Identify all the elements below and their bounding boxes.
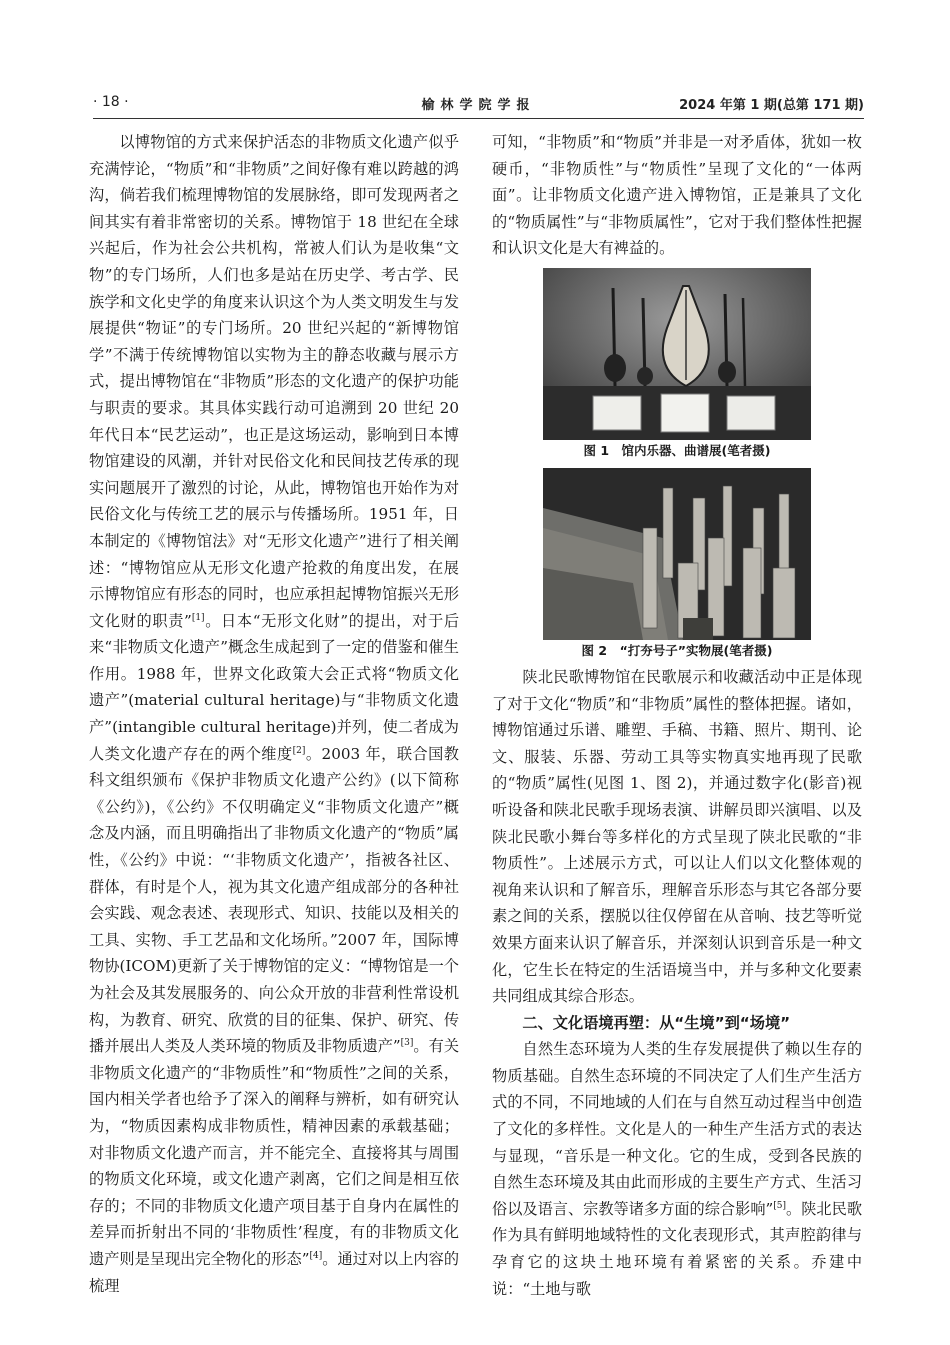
text-run: 。2003 年，联合国教科文组织颁布《保护非物质文化遗产公约》(以下简称《公约》)，《公约》不仅明确定义“非物质文化遗产”概念及内涵，而且明确指出了非物质文化遗产的“物质”属性，《公约》中说：“‘非物质文化遗产’，指被各社区、群体，有时是个人，视为其文化遗产组成部分的各种社会实践、观念表述、表现形式、知识、技能以及相关的工具、实物、手工艺品和文化场所。”2007 年，国际博物协(ICOM)更新了关于博物馆的定义：“博物馆是一个为社会及其发展服务的、向公众开放的非营利性常设机构，为教育、研究、欣赏的目的征集、保护、研究、传播并展出人类及人类环境的物质及非物质遗产” bbox=[89, 744, 459, 1056]
page-header bbox=[93, 92, 864, 114]
body-paragraph bbox=[89, 129, 459, 1299]
citation: [3] bbox=[400, 1038, 414, 1049]
figure-2-caption: 图 2 “打夯号子”实物展(笔者摄) bbox=[581, 642, 773, 658]
body-paragraph: 陕北民歌博物馆在民歌展示和收藏活动中正是体现了对于文化“物质”和“非物质”属性的整体把握。诸如，博物馆通过乐谱、雕塑、手稿、书籍、照片、期刊、论文、服装、乐器、劳动工具等实物真实地再现了民歌的“物质”属性(见图 1、图 2)，并通过数字化(影音)视听设备和陕北民歌手现场表演、讲解员即兴演唱、以及陕北民歌小舞台等多样化的方式呈现了陕北民歌的“非物质性”。上述展示方式，可以让人们以文化整体观的视角来认识和了解音乐，理解音乐形态与其它各部分要素之间的关系，摆脱以往仅停留在从音响、技艺等听觉效果方面来认识了解音乐，并深刻认识到音乐是一种文化，它生长在特定的生活语境当中，并与多种文化要素共同组成其综合形态。 bbox=[492, 667, 862, 1006]
figure-1-caption: 图 1 馆内乐器、曲谱展(笔者摄) bbox=[583, 442, 771, 458]
citation: [4] bbox=[309, 1250, 323, 1261]
body-paragraph bbox=[492, 1036, 862, 1302]
figure-1-instruments-photo bbox=[543, 268, 811, 440]
header-rule bbox=[93, 118, 864, 119]
issue-info: 2024 年第 1 期(总第 171 期) bbox=[679, 98, 864, 113]
figure-2-tamping-exhibit-photo bbox=[543, 468, 811, 640]
text-run: 。日本“无形文化财”的提出，对于后来“非物质文化遗产”概念生成起到了一定的借鉴和催生作用。1988 年，世界文化政策大会正式将“物质文化遗产”(material cultural heritage)与“非物质文化遗产”(intangible cultural heritage)并列，使二者成为人类文化遗产存在的两个维度 bbox=[89, 611, 460, 763]
text-run: 。陕北民歌作为具有鲜明地域特性的文化表现形式，其声腔韵律与孕育它的这块土地环境有着紧密的关系。乔建中说：“土地与歌 bbox=[492, 1199, 863, 1298]
citation: [5] bbox=[773, 1200, 787, 1211]
text-run: 以博物馆的方式来保护活态的非物质文化遗产似乎充满悖论，“物质”和“非物质”之间好像有难以跨越的鸿沟，倘若我们梳理博物馆的发展脉络，即可发现两者之间其实有着非常密切的关系。博物馆于 18 世纪在全球兴起后，作为社会公共机构，常被人们认为是收集“文物”的专门场所，人们也多是站在历史学、考古学、民族学和文化史学的角度来认识这个为人类文明发生与发展提供“物证”的专门场所。20 世纪兴起的“新博物馆学”不满于传统博物馆以实物为主的静态收藏与展示方式，提出博物馆在“非物质”形态的文化遗产的保护功能与职责的要求。其具体实践行动可追溯到 20 世纪 20 年代日本“民艺运动”，也正是这场运动，影响到日本博物馆建设的风潮，并针对民俗文化和民间技艺传承的现实问题展开了激烈的讨论，从此，博物馆也开始作为对民俗文化与传统工艺的展示与传播场所。1951 年，日本制定的《博物馆法》对“无形文化遗产”进行了相关阐述：“博物馆应从无形文化遗产抢救的角度出发，在展示博物馆应有形态的同时，也应承担起博物馆振兴无形文化财的职责” bbox=[89, 133, 459, 630]
text-run: 自然生态环境为人类的生存发展提供了赖以生存的物质基础。自然生态环境的不同决定了人们生产生活方式的不同，不同地域的人们在与自然互动过程当中创造了文化的多样性。文化是人的一种生产生活方式的表达与显现，“音乐是一种文化。它的生成，受到各民族的自然生态环境及其由此而形成的主要生产方式、生活习俗以及语言、宗教等诸多方面的综合影响” bbox=[492, 1040, 862, 1218]
page-number: · 18 · bbox=[93, 94, 129, 110]
journal-title: 榆林学院学报 bbox=[421, 98, 536, 113]
right-column bbox=[492, 129, 862, 1302]
body-paragraph: 可知，“非物质”和“物质”并非是一对矛盾体，犹如一枚硬币，“非物质性”与“物质性”呈现了文化的“一体两面”。让非物质文化遗产进入博物馆，正是兼具了文化的“物质属性”与“非物质属性”，它对于我们整体性把握和认识文化是大有裨益的。 bbox=[492, 133, 862, 258]
text-run: 。有关非物质文化遗产的“非物质性”和“物质性”之间的关系，国内相关学者也给予了深入的阐释与辨析，如有研究认为，“物质因素构成非物质性，精神因素的承载基础；对非物质文化遗产而言，并不能完全、直接将其与周围的物质文化环境，或文化遗产剥离，它们之间是相互依存的；不同的非物质文化遗产项目基于自身内在属性的差异而折射出不同的‘非物质性’程度，有的非物质文化遗产则是呈现出完全物化的形态” bbox=[89, 1037, 460, 1268]
text-run: 。通过对以上内容的梳理 bbox=[89, 1249, 460, 1295]
left-column bbox=[89, 129, 459, 1299]
section-heading: 二、文化语境再塑：从“生境”到“场境” bbox=[522, 1013, 791, 1032]
citation: [2] bbox=[292, 745, 306, 756]
citation: [1] bbox=[191, 612, 205, 623]
